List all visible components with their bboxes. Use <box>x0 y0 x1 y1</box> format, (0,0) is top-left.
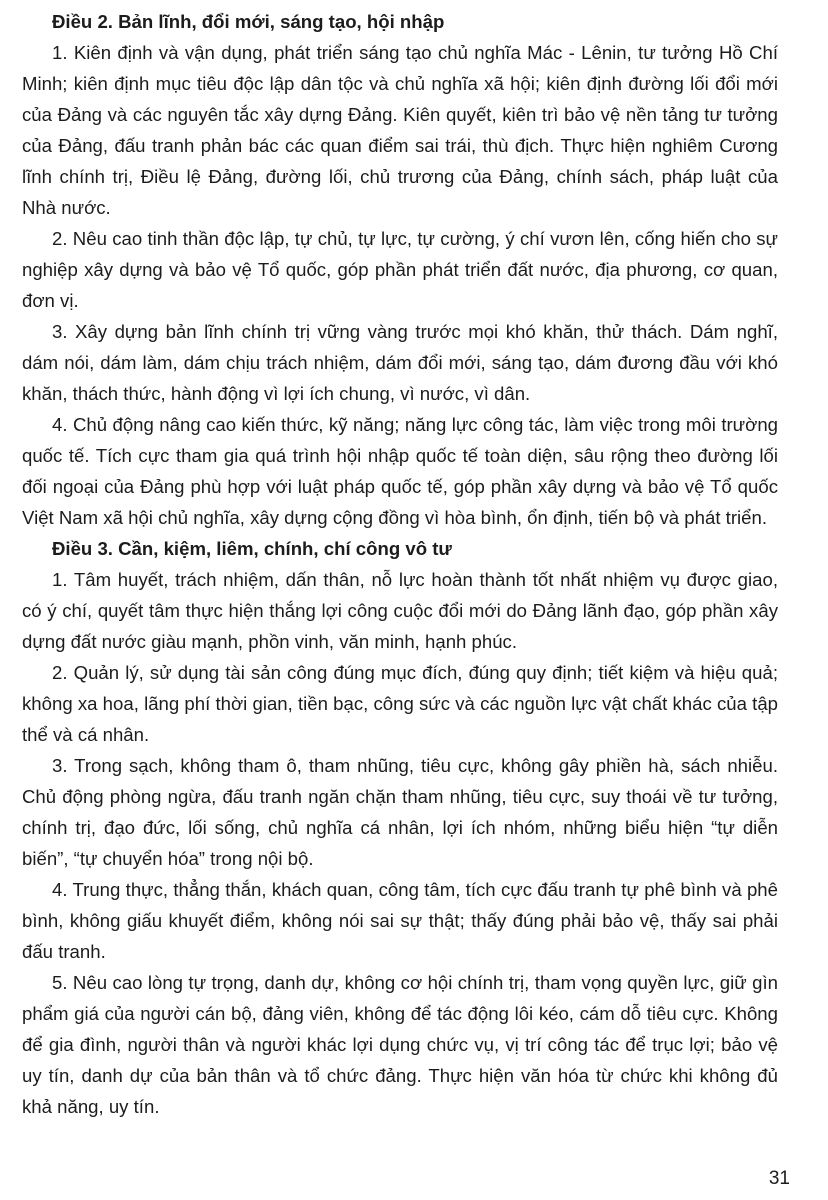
article-3-paragraph-2: 2. Quản lý, sử dụng tài sản công đúng mục đích, đúng quy định; tiết kiệm và hiệu quả; không xa hoa, lãng phí thời gian, tiền bạc, công sức và các nguồn lực vật chất khác của tập thể và cá nhân. <box>22 662 778 745</box>
article-2-paragraph-2: 2. Nêu cao tinh thần độc lập, tự chủ, tự lực, tự cường, ý chí vươn lên, cống hiến cho sự nghiệp xây dựng và bảo vệ Tổ quốc, góp phần phát triển đất nước, địa phương, cơ quan, đơn vị. <box>22 228 778 311</box>
article-3-paragraph-3: 3. Trong sạch, không tham ô, tham nhũng, tiêu cực, không gây phiền hà, sách nhiễu. Chủ động phòng ngừa, đấu tranh ngăn chặn tham nhũng, tiêu cực, suy thoái về tư tưởng, chính trị, đạo đức, lối sống, chủ nghĩa cá nhân, lợi ích nhóm, những biểu hiện “tự diễn biến”, “tự chuyển hóa” trong nội bộ. <box>22 755 778 869</box>
article-2-paragraph-4: 4. Chủ động nâng cao kiến thức, kỹ năng; năng lực công tác, làm việc trong môi trường quốc tế. Tích cực tham gia quá trình hội nhập quốc tế toàn diện, sâu rộng theo đường lối đối ngoại của Đảng phù hợp với luật pháp quốc tế, góp phần xây dựng và bảo vệ Tổ quốc Việt Nam xã hội chủ nghĩa, xây dựng cộng đồng vì hòa bình, ổn định, tiến bộ và phát triển. <box>22 414 778 528</box>
article-3-paragraph-1: 1. Tâm huyết, trách nhiệm, dấn thân, nỗ lực hoàn thành tốt nhất nhiệm vụ được giao, có ý chí, quyết tâm thực hiện thắng lợi công cuộc đổi mới do Đảng lãnh đạo, góp phần xây dựng đất nước giàu mạnh, phồn vinh, văn minh, hạnh phúc. <box>22 569 778 652</box>
article-3-heading: Điều 3. Cần, kiệm, liêm, chính, chí công vô tư <box>52 538 452 559</box>
article-2-paragraph-3: 3. Xây dựng bản lĩnh chính trị vững vàng trước mọi khó khăn, thử thách. Dám nghĩ, dám nói, dám làm, dám chịu trách nhiệm, dám đổi mới, sáng tạo, dám đương đầu với khó khăn, thách thức, hành động vì lợi ích chung, vì nước, vì dân. <box>22 321 778 404</box>
page-number: 31 <box>768 1168 790 1189</box>
article-2-paragraph-1: 1. Kiên định và vận dụng, phát triển sáng tạo chủ nghĩa Mác - Lênin, tư tưởng Hồ Chí Minh; kiên định mục tiêu độc lập dân tộc và chủ nghĩa xã hội; kiên định đường lối đổi mới của Đảng và các nguyên tắc xây dựng Đảng. Kiên quyết, kiên trì bảo vệ nền tảng tư tưởng của Đảng, đấu tranh phản bác các quan điểm sai trái, thù địch. Thực hiện nghiêm Cương lĩnh chính trị, Điều lệ Đảng, đường lối, chủ trương của Đảng, chính sách, pháp luật của Nhà nước. <box>22 42 778 218</box>
article-3-paragraph-5: 5. Nêu cao lòng tự trọng, danh dự, không cơ hội chính trị, tham vọng quyền lực, giữ gìn phẩm giá của người cán bộ, đảng viên, không để tác động lôi kéo, cám dỗ tiêu cực. Không để gia đình, người thân và người khác lợi dụng chức vụ, vị trí công tác để trục lợi; bảo vệ uy tín, danh dự của bản thân và tổ chức đảng. Thực hiện văn hóa từ chức khi không đủ khả năng, uy tín. <box>22 972 778 1117</box>
article-3-paragraph-4: 4. Trung thực, thẳng thắn, khách quan, công tâm, tích cực đấu tranh tự phê bình và phê bình, không giấu khuyết điểm, không nói sai sự thật; thấy đúng phải bảo vệ, thấy sai phải đấu tranh. <box>22 879 778 962</box>
article-2-heading: Điều 2. Bản lĩnh, đổi mới, sáng tạo, hội nhập <box>52 11 445 32</box>
